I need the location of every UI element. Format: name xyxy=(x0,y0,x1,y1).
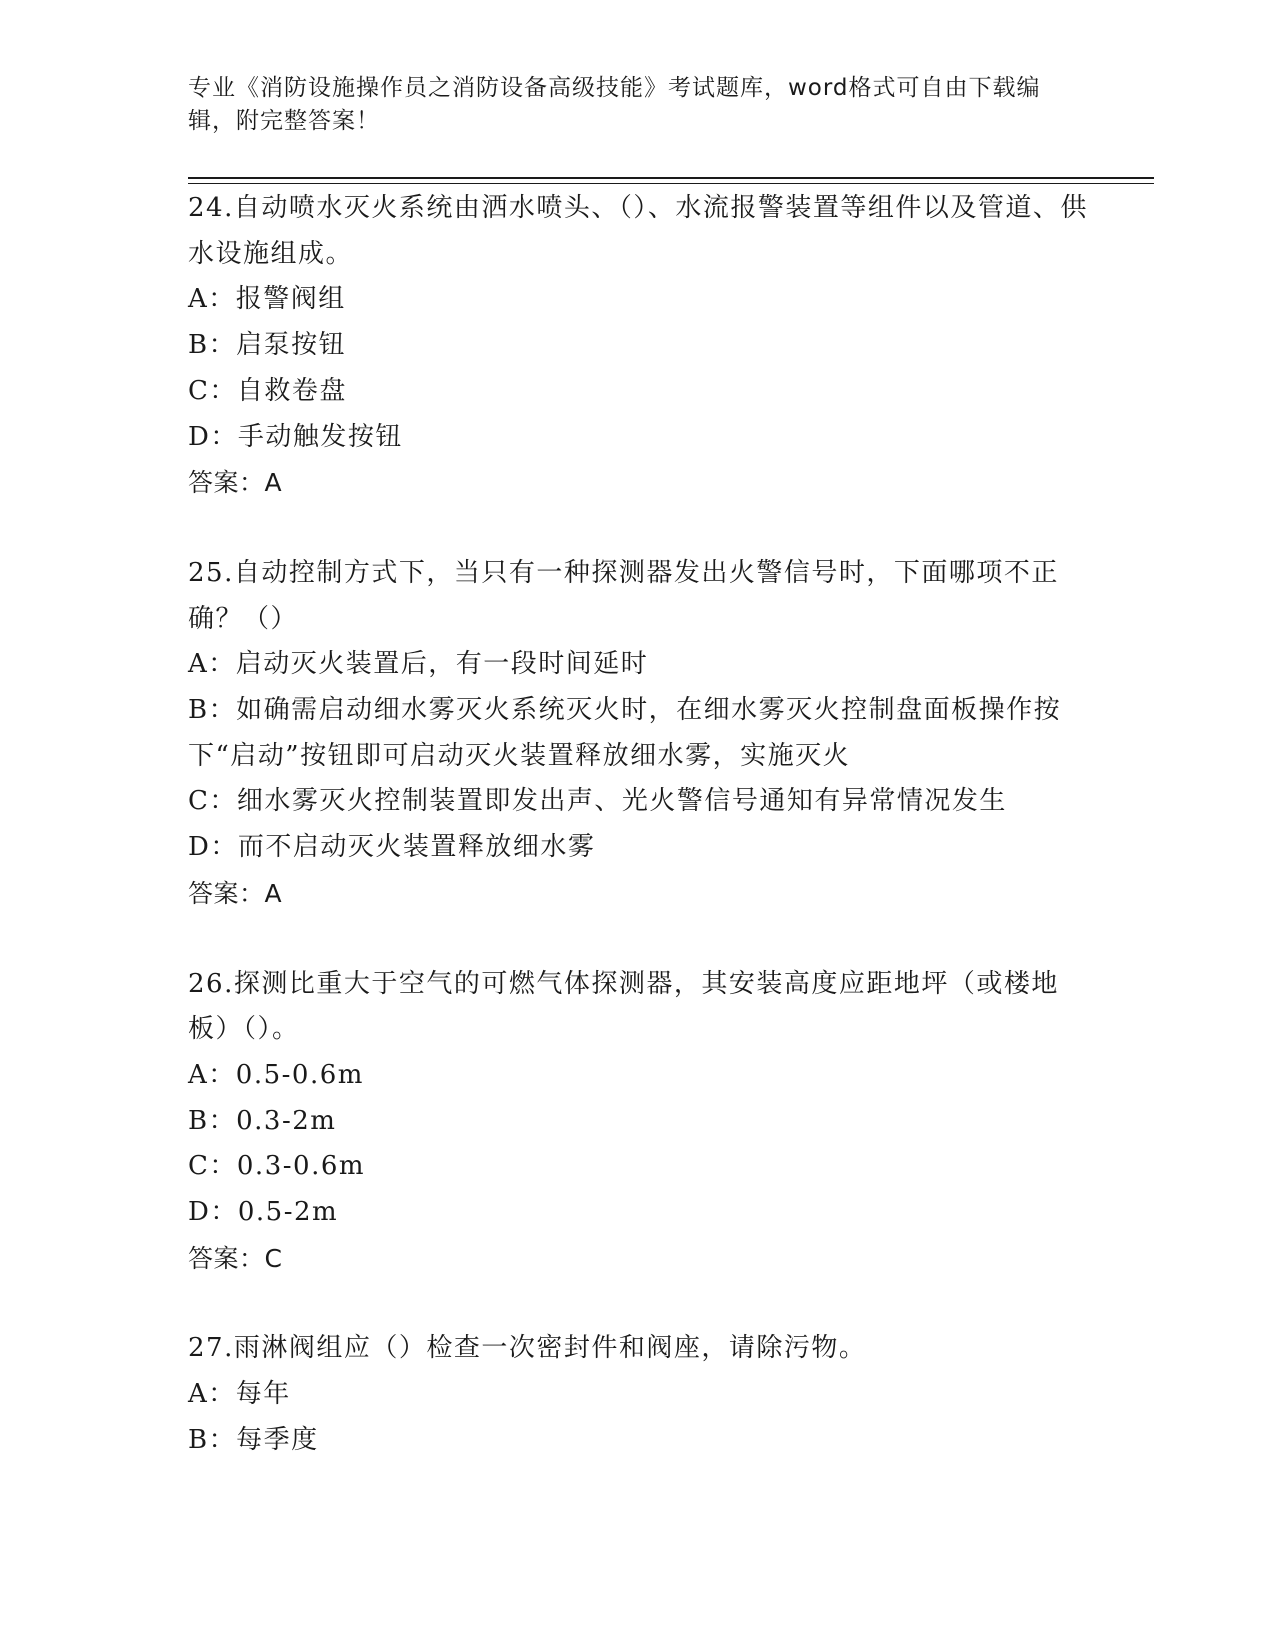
option-d: D：而不启动灭火装置释放细水雾 xyxy=(188,832,596,863)
option-a: A：启动灭火装置后，有一段时间延时 xyxy=(188,649,649,680)
option-d: D：手动触发按钮 xyxy=(188,421,403,452)
option-d: D：0.5-2m xyxy=(188,1197,339,1228)
answer-text: 答案：A xyxy=(188,878,283,908)
option-a: A：0.5-0.6m xyxy=(188,1059,364,1090)
option-a: A：报警阀组 xyxy=(188,284,346,315)
option-b: B：启泵按钮 xyxy=(188,330,347,361)
option-b: B：每季度 xyxy=(188,1424,319,1455)
question-stem: 27.雨淋阀组应（）检查一次密封件和阀座，请除污物。 xyxy=(188,1333,867,1364)
answer-text: 答案：A xyxy=(188,468,283,498)
option-b: B：如确需启动细水雾灭火系统灭火时，在细水雾灭火控制盘面板操作按下“启动”按钮即可启动灭火装置释放细水雾，实施灭火 xyxy=(188,695,1062,771)
question-26 xyxy=(188,962,1088,1282)
header-rule-thin xyxy=(188,183,1154,184)
question-stem: 24.自动喷水灭火系统由洒水喷头、（）、水流报警装置等组件以及管道、供水设施组成。 xyxy=(188,193,1088,269)
header-rule-thick xyxy=(188,177,1154,179)
question-27 xyxy=(188,1326,1088,1463)
option-c: C：0.3-0.6m xyxy=(188,1151,366,1182)
option-a: A：每年 xyxy=(188,1379,291,1410)
question-stem: 26.探测比重大于空气的可燃气体探测器，其安装高度应距地坪（或楼地板）（）。 xyxy=(188,968,1059,1045)
answer-text: 答案：C xyxy=(188,1243,283,1273)
option-c: C：自救卷盘 xyxy=(188,375,347,406)
question-24 xyxy=(188,186,1088,506)
document-header: 专业《消防设施操作员之消防设备高级技能》考试题库，word格式可自由下载编辑，附完整答案！ xyxy=(188,75,1041,134)
question-stem: 25.自动控制方式下，当只有一种探测器发出火警信号时，下面哪项不正确？（） xyxy=(188,557,1059,634)
question-25 xyxy=(188,551,1088,917)
question-list xyxy=(188,186,1088,1509)
option-c: C：细水雾灭火控制装置即发出声、光火警信号通知有异常情况发生 xyxy=(188,786,1007,817)
option-b: B：0.3-2m xyxy=(188,1105,337,1136)
